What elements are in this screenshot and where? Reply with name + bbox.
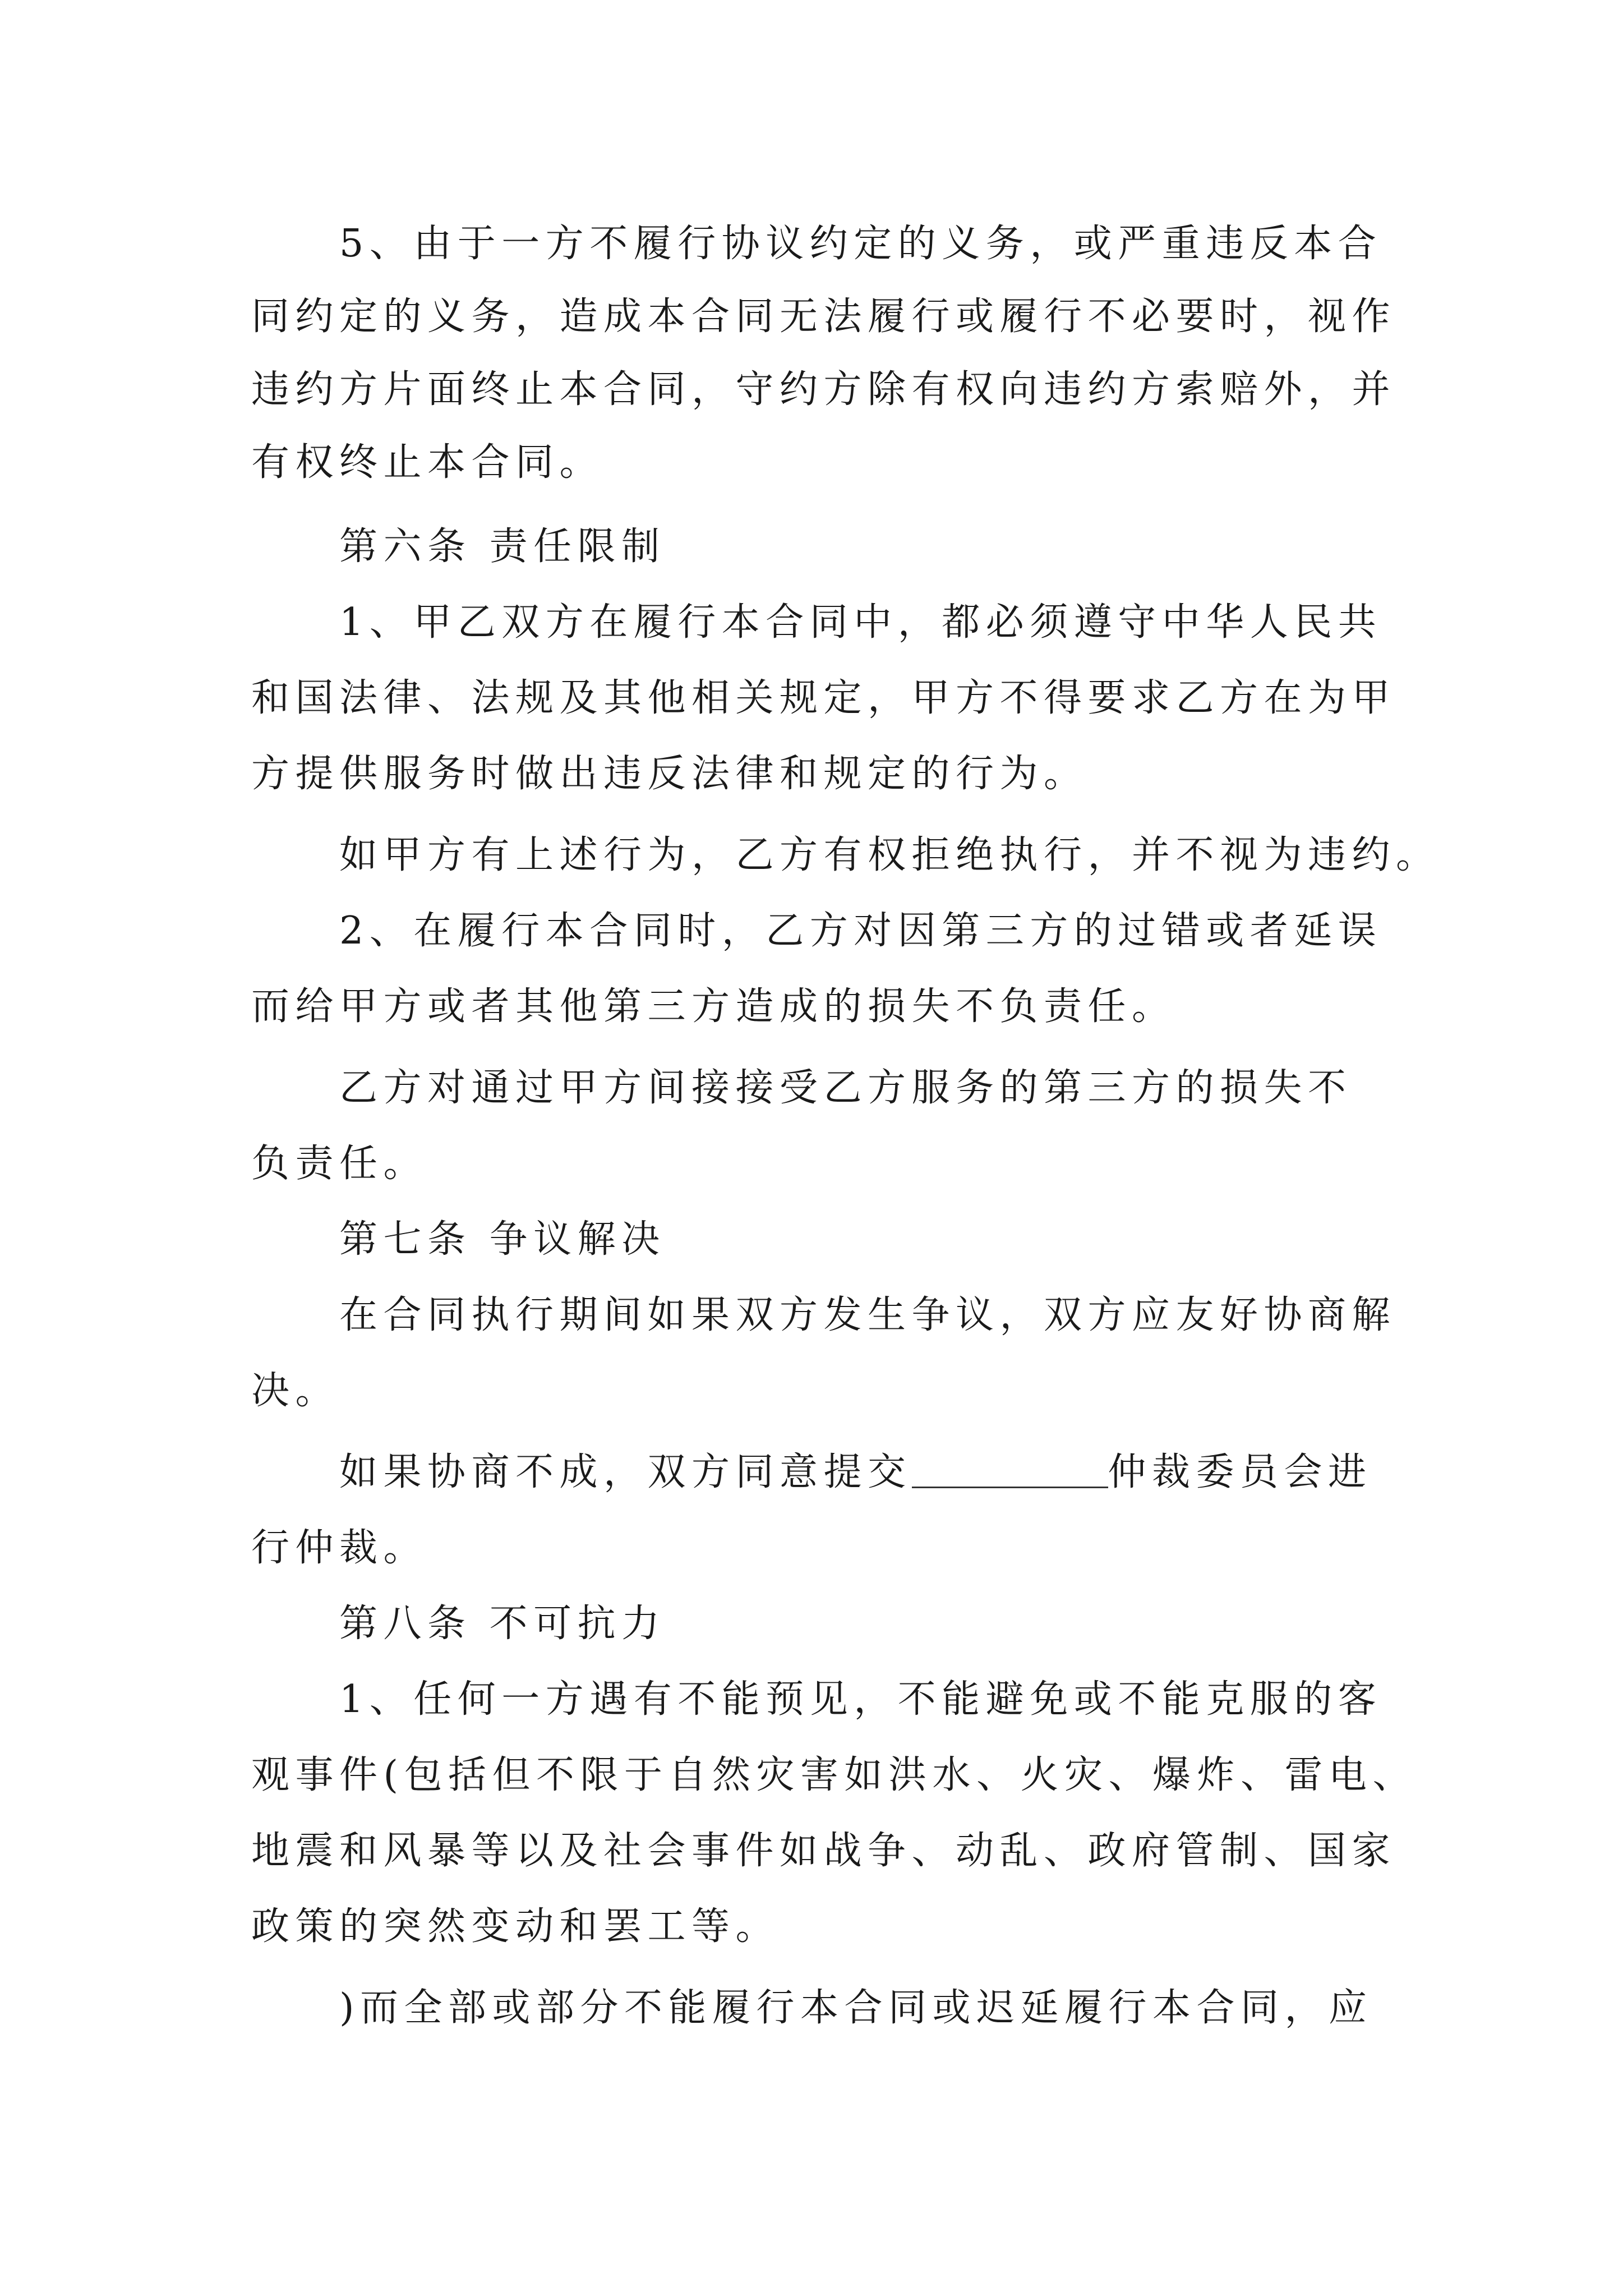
- clause5-line-3: 违约方片面终止本合同，守约方除有权向违约方索赔外，并: [251, 367, 1396, 412]
- article7-p2-line-1: [339, 1450, 1395, 1495]
- article6-note2-line-1: 乙方对通过甲方间接接受乙方服务的第三方的损失不: [339, 1066, 1352, 1110]
- article6-note2-line-2: 负责任。: [251, 1142, 428, 1186]
- article6-heading: 第六条 责任限制: [339, 524, 666, 569]
- article8-p2-line-1: )而全部或部分不能履行本合同或迟延履行本合同，应: [339, 1986, 1373, 2030]
- clause5-line-2: 同约定的义务，造成本合同无法履行或履行不必要时，视作: [251, 295, 1396, 339]
- article7-p1-line-1: 在合同执行期间如果双方发生争议，双方应友好协商解: [339, 1293, 1396, 1337]
- clause5-line-4: 有权终止本合同。: [251, 440, 604, 485]
- article8-item1-line-3: 地震和风暴等以及社会事件如战争、动乱、政府管制、国家: [251, 1829, 1396, 1873]
- article7-p2-text-before: 如果协商不成，双方同意提交: [339, 1450, 912, 1494]
- article6-item1-line-3: 方提供服务时做出违反法律和规定的行为。: [251, 752, 1088, 796]
- clause5-line-1: 5、由于一方不履行协议约定的义务，或严重违反本合: [339, 222, 1382, 266]
- article6-item1-line-2: 和国法律、法规及其他相关规定，甲方不得要求乙方在为甲: [251, 676, 1396, 720]
- article8-item1-line-2: 观事件(包括但不限于自然灾害如洪水、火灾、爆炸、雷电、: [251, 1753, 1417, 1797]
- article8-item1-line-1: 1、任何一方遇有不能预见，不能避免或不能克服的客: [339, 1677, 1382, 1722]
- article7-p2-text-after: 仲裁委员会进: [1108, 1450, 1372, 1494]
- article7-p2-line-2: 行仲裁。: [251, 1526, 428, 1570]
- article7-heading: 第七条 争议解决: [339, 1217, 666, 1262]
- arbitration-commission-blank: [912, 1453, 1108, 1488]
- article6-item1-line-1: 1、甲乙双方在履行本合同中，都必须遵守中华人民共: [339, 600, 1382, 645]
- article6-note-1: 如甲方有上述行为，乙方有权拒绝执行，并不视为违约。: [339, 833, 1440, 877]
- article8-heading: 第八条 不可抗力: [339, 1602, 666, 1646]
- article7-p1-line-2: 决。: [251, 1369, 340, 1413]
- article6-item2-line-1: 2、在履行本合同时，乙方对因第三方的过错或者延误: [339, 909, 1382, 953]
- article6-item2-line-2: 而给甲方或者其他第三方造成的损失不负责任。: [251, 984, 1176, 1029]
- article8-item1-line-4: 政策的突然变动和罢工等。: [251, 1904, 780, 1949]
